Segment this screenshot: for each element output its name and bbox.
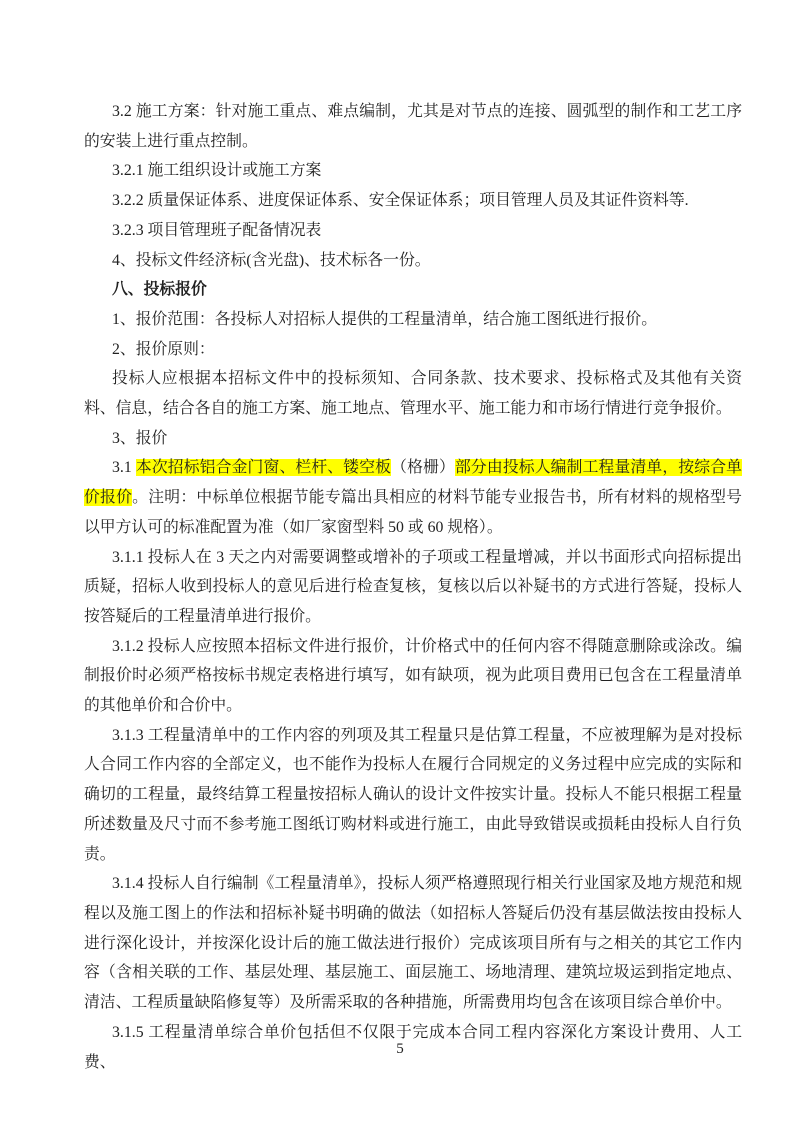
text-run: 3.2.2 质量保证体系、进度保证体系、安全保证体系；项目管理人员及其证件资料等. (112, 192, 689, 210)
paragraph (84, 335, 742, 365)
document-body (84, 97, 742, 1077)
paragraph (84, 216, 742, 246)
highlighted-text: 部分由投标人编制工程量清单，按综合单价报价 (84, 459, 742, 507)
paragraph (84, 156, 742, 186)
paragraph (84, 246, 742, 276)
paragraph (84, 453, 742, 542)
paragraph (84, 305, 742, 335)
text-run: 八、投标报价 (112, 281, 207, 299)
section-heading (84, 275, 742, 305)
paragraph (84, 424, 742, 454)
text-run: （格栅） (391, 459, 455, 477)
text-run: 3.2 施工方案：针对施工重点、难点编制，尤其是对节点的连接、圆弧型的制作和工艺工序的安装上进行重点控制。 (84, 103, 742, 150)
text-run: 1、报价范围：各投标人对招标人提供的工程量清单，结合施工图纸进行报价。 (112, 310, 657, 328)
text-run: 3.2.3 项目管理班子配备情况表 (112, 221, 322, 239)
paragraph (84, 632, 742, 721)
text-run: 3.1.4 投标人自行编制《工程量清单》，投标人须严格遵照现行相关行业国家及地方规范和规程以及施工图上的作法和招标补疑书明确的做法（如招标人答疑后仍没有基层做法按由投标人进行深化设计，并按深化设计后的施工做法进行报价）完成该项目所有与之相关的其它工作内容（含相关联的工作、基层处理、基层施工、面层施工、场地清理、建筑垃圾运到指定地点、清洁、工程质量缺陷修复等）及所需采取的各种措施，所需费用均包含在该项目综合单价中。 (84, 875, 742, 1012)
paragraph (84, 364, 742, 423)
text-run: 2、报价原则： (112, 340, 215, 358)
paragraph (84, 543, 742, 632)
text-run: 3.1.5 工程量清单综合单价包括但不仅限于完成本合同工程内容深化方案设计费用、人工费、 (84, 1023, 742, 1071)
text-run: 。注明：中标单位根据节能专篇出具相应的材料节能专业报告书，所有材料的规格型号以甲方认可的标准配置为准（如厂家窗型料 50 或 60 规格）。 (84, 489, 742, 536)
paragraph (84, 869, 742, 1018)
paragraph (84, 97, 742, 156)
text-run: 3、报价 (112, 429, 168, 447)
text-run: 3.1.1 投标人在 3 天之内对需要调整或增补的子项或工程量增减，并以书面形式向招标提出质疑，招标人收到投标人的意见后进行检查复核，复核以后以补疑书的方式进行答疑，投标人按答疑后的工程量清单进行报价。 (84, 548, 742, 625)
text-run: 投标人应根据本招标文件中的投标须知、合同条款、技术要求、投标格式及其他有关资料、信息，结合各自的施工方案、施工地点、管理水平、施工能力和市场行情进行竞争报价。 (84, 370, 742, 418)
paragraph (84, 186, 742, 216)
text-run: 3.1.3 工程量清单中的工作内容的列项及其工程量只是估算工程量，不应被理解为是对投标人合同工作内容的全部定义，也不能作为投标人在履行合同规定的义务过程中应完成的实际和确切的工程量，最终结算工程量按招标人确认的设计文件按实计量。投标人不能只根据工程量所述数量及尺寸而不参考施工图纸订购材料或进行施工，由此导致错误或损耗由投标人自行负责。 (84, 726, 742, 863)
page-number: 5 (396, 1041, 404, 1057)
text-run: 3.1 (112, 459, 136, 477)
text-run: 3.2.1 施工组织设计或施工方案 (112, 162, 322, 180)
paragraph (84, 721, 742, 870)
text-run: 3.1.2 投标人应按照本招标文件进行报价，计价格式中的任何内容不得随意删除或涂改。编制报价时必须严格按标书规定表格进行填写，如有缺项，视为此项目费用已包含在工程量清单的其他单价和合价中。 (84, 637, 742, 715)
highlighted-text: 本次招标铝合金门窗、栏杆、镂空板 (135, 459, 392, 477)
text-run: 4、投标文件经济标(含光盘)、技术标各一份。 (112, 251, 431, 269)
